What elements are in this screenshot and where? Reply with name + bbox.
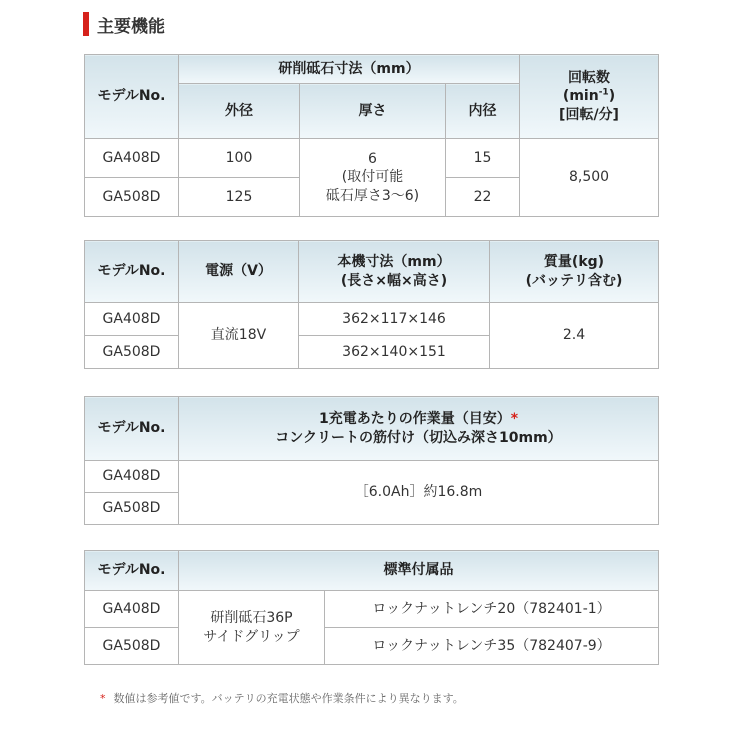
- mass-header: 質量(kg) (バッテリ含む): [490, 241, 659, 303]
- outer-cell: 100: [179, 139, 300, 178]
- power-value-cell: 直流18V: [179, 303, 299, 369]
- model-header: モデルNo.: [85, 241, 179, 303]
- inner-cell: 15: [446, 139, 520, 178]
- thickness-cell: 6 (取付可能 砥石厚さ3～6): [300, 139, 446, 217]
- accessories-table: [84, 550, 659, 665]
- accessory-cell: ロックナットレンチ35（782407-9）: [325, 628, 659, 665]
- inner-diameter-header: 内径: [446, 84, 520, 139]
- model-cell: GA508D: [85, 178, 179, 217]
- dimensions-header: 本機寸法（mm） (長さ×幅×高さ): [299, 241, 490, 303]
- table-row: [85, 628, 659, 665]
- model-cell: GA408D: [85, 303, 179, 336]
- accessories-header: 標準付属品: [179, 551, 659, 591]
- common-accessories-cell: 研削砥石36P サイドグリップ: [179, 591, 325, 665]
- mass-value-cell: 2.4: [490, 303, 659, 369]
- table-row: [85, 591, 659, 628]
- model-header: モデルNo.: [85, 551, 179, 591]
- table-row: [85, 303, 659, 336]
- work-amount-header: 1充電あたりの作業量（目安）* コンクリートの筋付け（切込み深さ10mm）: [179, 397, 659, 461]
- rpm-header: 回転数 $(\min^{-1})$ [回転/分]: [520, 55, 659, 139]
- model-cell: GA508D: [85, 336, 179, 369]
- work-amount-value-cell: ［6.0Ah］約16.8m: [179, 461, 659, 525]
- body-spec-table: [84, 240, 659, 369]
- model-cell: GA408D: [85, 139, 179, 178]
- model-cell: GA408D: [85, 461, 179, 493]
- accessory-cell: ロックナットレンチ20（782401-1）: [325, 591, 659, 628]
- dimensions-cell: 362×140×151: [299, 336, 490, 369]
- model-header: モデルNo.: [85, 397, 179, 461]
- wheel-size-header: 研削砥石寸法（mm）: [179, 55, 520, 84]
- model-cell: GA408D: [85, 591, 179, 628]
- title-accent-bar: [83, 12, 89, 36]
- outer-diameter-header: 外径: [179, 84, 300, 139]
- model-cell: GA508D: [85, 493, 179, 525]
- rpm-value-cell: 8,500: [520, 139, 659, 217]
- outer-cell: 125: [179, 178, 300, 217]
- footnote: [100, 690, 464, 706]
- wheel-spec-table: [84, 54, 659, 217]
- asterisk-mark: *: [510, 411, 519, 428]
- model-cell: GA508D: [85, 628, 179, 665]
- model-header: モデルNo.: [85, 55, 179, 139]
- footnote-text: 数値は参考値です。バッテリの充電状態や作業条件により異なります。: [113, 692, 464, 705]
- table-row: [85, 139, 659, 178]
- work-amount-table: [84, 396, 659, 525]
- footnote-asterisk: *: [100, 692, 106, 705]
- power-header: 電源（V）: [179, 241, 299, 303]
- section-title: [83, 12, 165, 36]
- thickness-header: 厚さ: [300, 84, 446, 139]
- table-row: [85, 461, 659, 493]
- section-title-text: 主要機能: [97, 16, 165, 37]
- dimensions-cell: 362×117×146: [299, 303, 490, 336]
- inner-cell: 22: [446, 178, 520, 217]
